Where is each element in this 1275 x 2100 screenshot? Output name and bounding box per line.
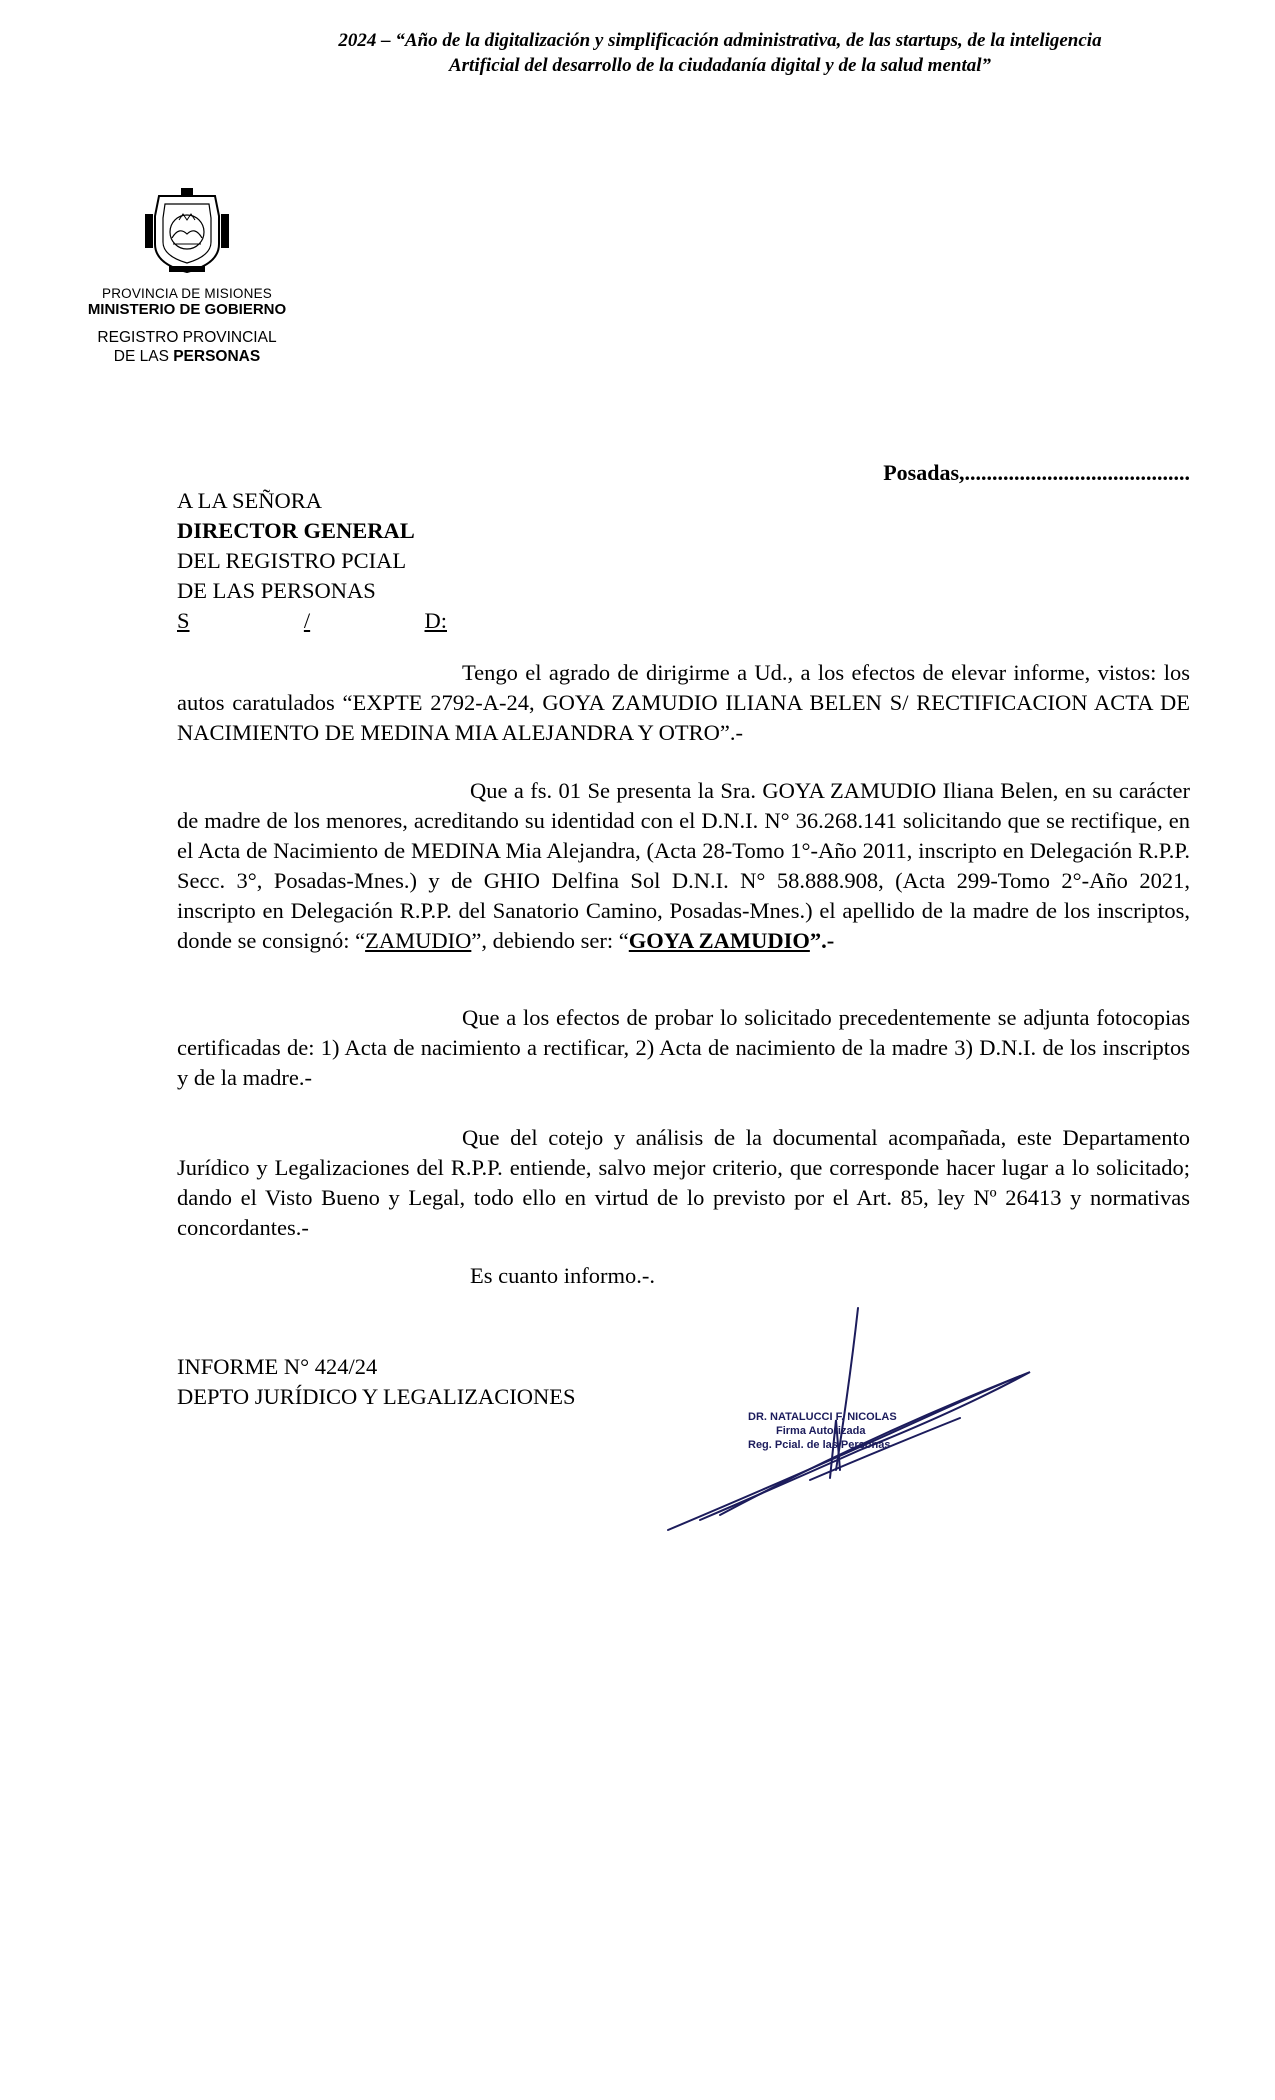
stamp-line-1: DR. NATALUCCI F. NICOLAS: [748, 1411, 897, 1423]
report-number: INFORME N° 424/24: [177, 1354, 378, 1379]
su-despacho: S / D:: [177, 608, 447, 633]
paragraph-intro: Tengo el agrado de dirigirme a Ud., a los efectos de elevar informe, vistos: los autos caratulados “EXPTE 2792-A-24, GOYA ZAMUDIO ILIANA BELEN S/ RECTIFICACION ACTA DE NACIMIENTO DE MEDINA MIA ALEJANDRA Y OTRO”.-: [177, 660, 1190, 745]
institution-logo: [62, 186, 312, 366]
paragraph-analysis: Que del cotejo y análisis de la documental acompañada, este Departamento Jurídico y Legalizaciones del R.P.P. entiende, salvo mejor criterio, que corresponde hacer lugar a lo solicitado; dando el Visto Bueno y Legal, todo ello en virtud de lo previsto por el Art. 85, ley Nº 26413 y normativas concordantes.-: [177, 1125, 1190, 1240]
province-name: PROVINCIA DE MISIONES: [102, 286, 272, 301]
signature-stamp: [748, 1410, 988, 1452]
province-seal-icon: [139, 186, 235, 276]
header-motto: [250, 28, 1190, 78]
motto-line-1: 2024 – “Año de la digitalización y simplificación administrativa, de las startups, de la inteligencia: [338, 30, 1102, 51]
report-department: DEPTO JURÍDICO Y LEGALIZACIONES: [177, 1384, 576, 1409]
ministry-name: MINISTERIO DE GOBIERNO: [87, 301, 287, 318]
registry-name-line1: REGISTRO PROVINCIAL: [97, 329, 277, 346]
closing-line: Es cuanto informo.-.: [470, 1263, 655, 1288]
paragraph-evidence: Que a los efectos de probar lo solicitado precedentemente se adjunta fotocopias certificadas de: 1) Acta de nacimiento a rectificar, 2) Acta de nacimiento de la madre 3) D.N.I. de los inscriptos y de la madre.-: [177, 1005, 1190, 1090]
stamp-line-2: Firma Autorizada: [776, 1425, 866, 1437]
motto-line-2: Artificial del desarrollo de la ciudadanía digital y de la salud mental”: [448, 55, 992, 76]
addressee-line-3: DEL REGISTRO PCIAL: [177, 548, 407, 573]
addressee-line-4: DE LAS PERSONAS: [177, 578, 376, 603]
addressee-block: [177, 486, 597, 636]
registry-name-line2: DE LAS PERSONAS: [113, 348, 261, 365]
place-date-line: Posadas,.........................................: [883, 460, 1190, 485]
report-block: [177, 1352, 697, 1412]
paragraph-presentation: Que a fs. 01 Se presenta la Sra. GOYA ZAMUDIO Iliana Belen, en su carácter de madre de los menores, acreditando su identidad con el D.N.I. N° 36.268.141 solicitando que se rectifique, en el Acta de Nacimiento de MEDINA Mia Alejandra, (Acta 28-Tomo 1°-Año 2011, inscripto en Delegación R.P.P. Secc. 3°, Posadas-Mnes.) y de GHIO Delfina Sol D.N.I. N° 58.888.908, (Acta 299-Tomo 2°-Año 2021, inscripto en Delegación R.P.P. del Sanatorio Camino, Posadas-Mnes.) el apellido de la madre de los inscriptos, donde se consignó: “ZAMUDIO”, debiendo ser: “GOYA ZAMUDIO”.-: [177, 778, 1190, 953]
addressee-line-1: A LA SEÑORA: [177, 488, 323, 513]
stamp-line-3: Reg. Pcial. de las Personas: [748, 1439, 891, 1451]
addressee-line-2: DIRECTOR GENERAL: [177, 518, 415, 543]
